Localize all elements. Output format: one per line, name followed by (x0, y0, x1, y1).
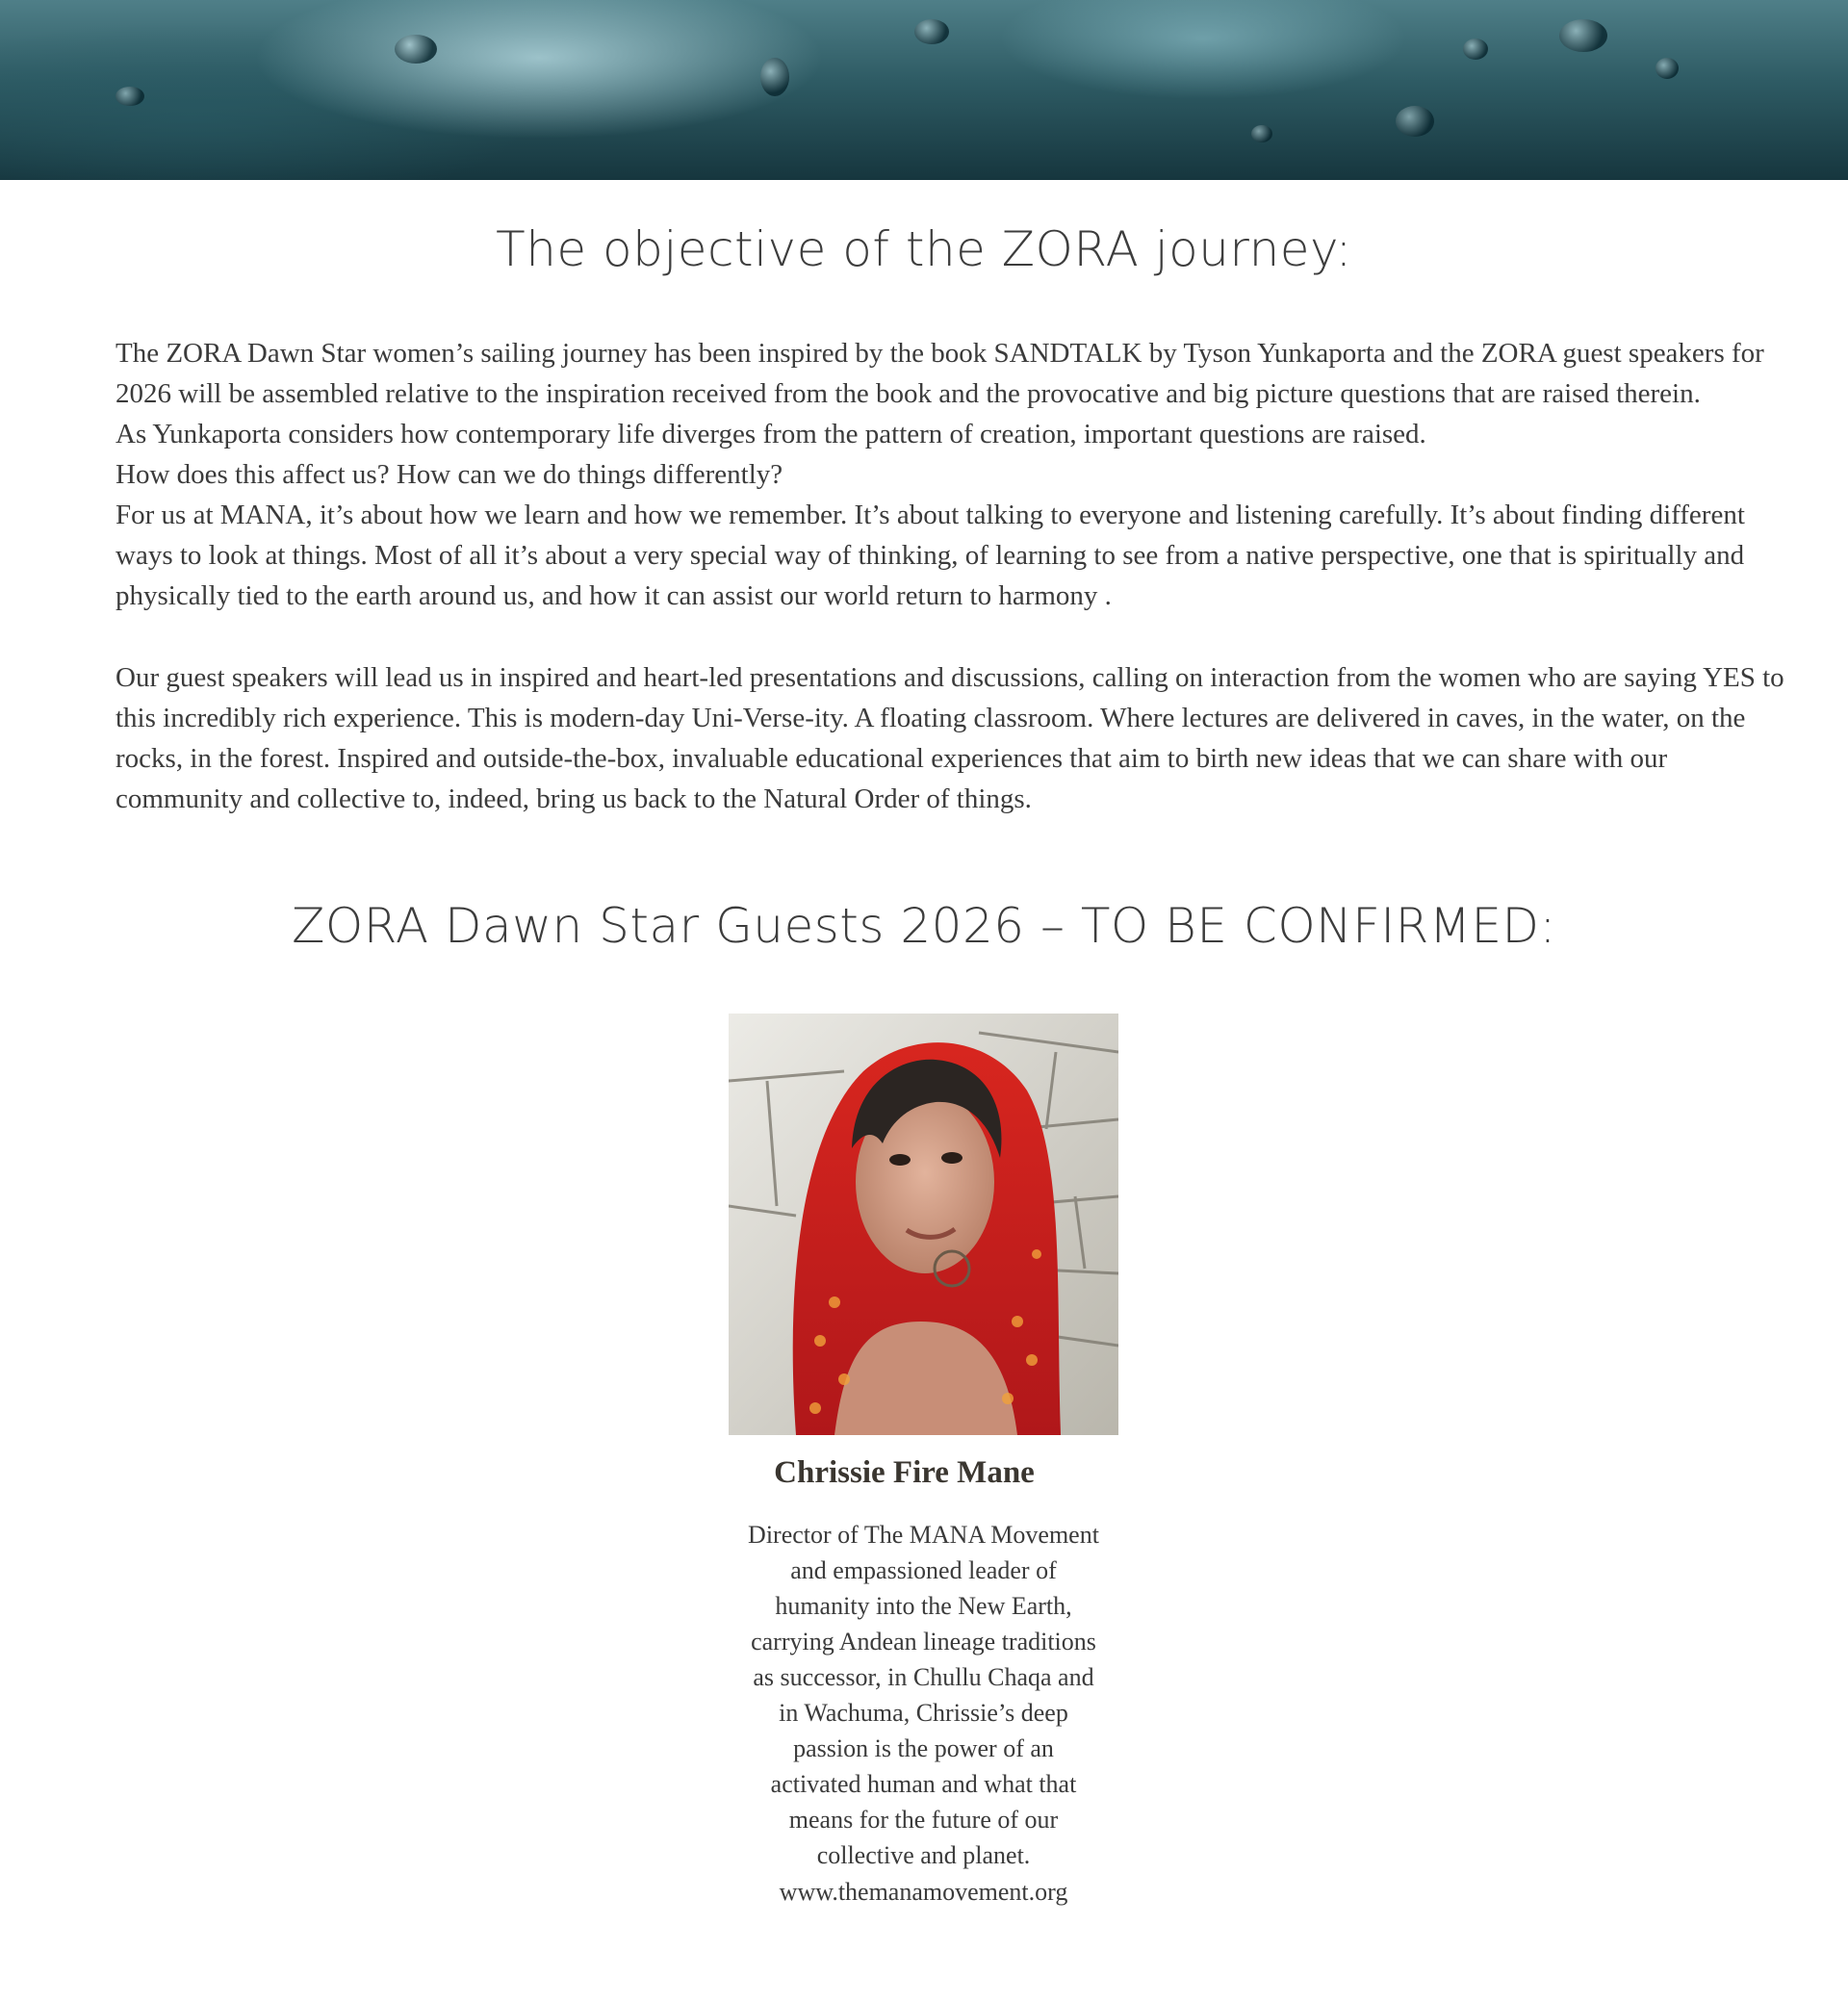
portrait-illustration (729, 1014, 1118, 1435)
hero-water-image (0, 0, 1848, 180)
bubble (1463, 38, 1488, 60)
bubble (1251, 125, 1272, 142)
speakers-paragraph: Our guest speakers will lead us in inspired and heart-led presentations and discussions, calling on interaction from the women who are saying YES to this incredibly rich experience. This is modern-day Uni-Verse-ity. A floating classroom. Where lectures are delivered in caves, in the water, on the rocks, in the forest. Inspired and outside-the-box, invaluable educational experiences that aim to birth new ideas that we can share with our community and collective to, indeed, bring us back to the Natural Order of things. (116, 662, 1784, 814)
guests-heading: ZORA Dawn Star Guests 2026 – TO BE CONFIRMED: (292, 898, 1556, 954)
objective-heading: The objective of the ZORA journey: (496, 221, 1352, 277)
guest-name: Chrissie Fire Mane (774, 1455, 1035, 1490)
bubble (760, 58, 789, 96)
intro-paragraph: As Yunkaporta considers how contemporary life diverges from the pattern of creation, important questions are raised. (116, 419, 1426, 449)
intro-paragraph: How does this affect us? How can we do things differently? (116, 459, 783, 490)
bubble (914, 19, 949, 44)
guest-photo (729, 1014, 1118, 1435)
intro-paragraph: The ZORA Dawn Star women’s sailing journey has been inspired by the book SANDTALK by Tyson Yunkaporta and the ZORA guest speakers for 2026 will be assembled relative to the inspiration received from the book and the provocative and big picture questions that are raised therein. (116, 338, 1764, 409)
bubble (116, 87, 144, 106)
bubble (1396, 106, 1434, 137)
intro-paragraph: For us at MANA, it’s about how we learn and how we remember. It’s about talking to everyone and listening carefully. It’s about finding different ways to look at things. Most of all it’s about a very special way of thinking, of learning to see from a native perspective, one that is spiritually and physically tied to the earth around us, and how it can assist our world return to harmony . (116, 500, 1745, 611)
objective-text (116, 333, 1795, 616)
bubble (1559, 19, 1607, 52)
bubble (395, 35, 437, 64)
bubble (1656, 58, 1679, 79)
speakers-text (116, 657, 1795, 819)
guest-bio: Director of The MANA Movement and empassioned leader of humanity into the New Earth, carrying Andean lineage traditions as successor, in Chullu Chaqa and in Wachuma, Chrissie’s deep passion is the power of an activated human and what that means for the future of our collective and planet. (748, 1521, 1099, 1869)
guest-website-link[interactable]: www.themanamovement.org (779, 1878, 1068, 1906)
